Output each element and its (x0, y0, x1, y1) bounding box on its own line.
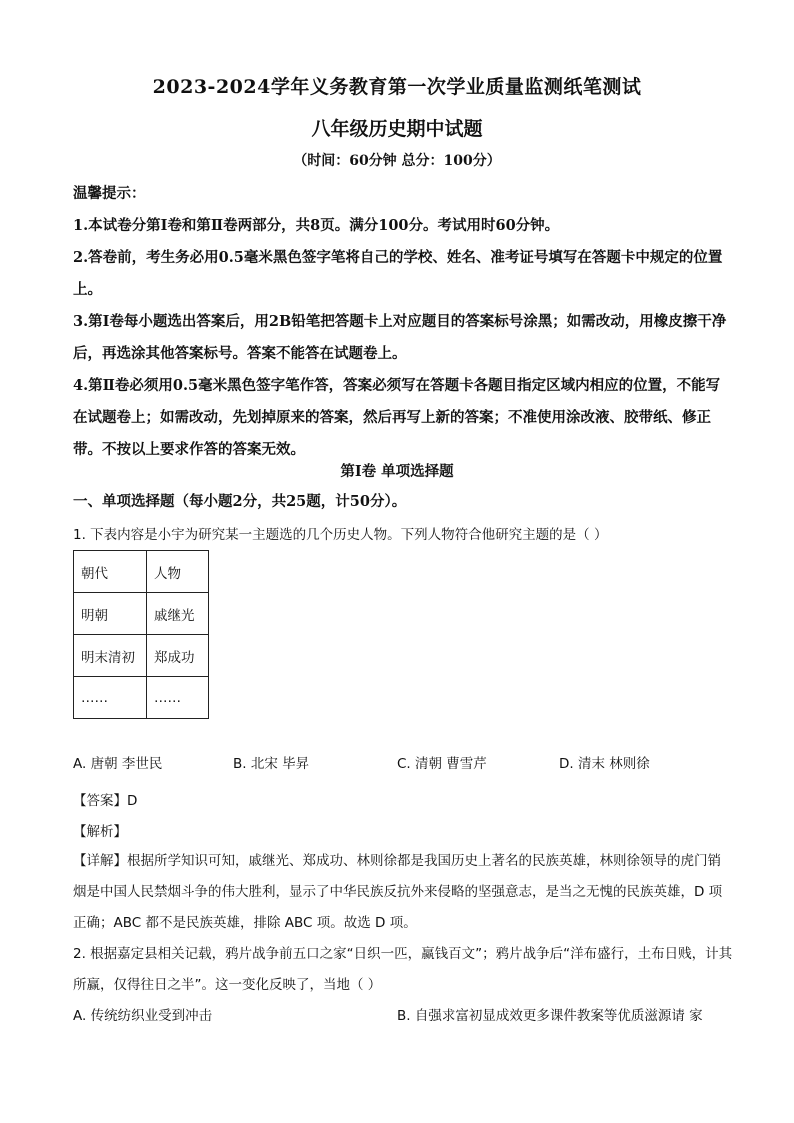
option-a[interactable]: A. 唐朝 李世民 (73, 756, 163, 772)
table-cell: …… (74, 677, 147, 719)
part-title: 一、单项选择题（每小题2分，共25题，计50分）。 (73, 493, 407, 510)
option-a[interactable]: A. 传统纺织业受到冲击 (73, 1008, 213, 1024)
tip-item: 2.答卷前，考生务必用0.5毫米黑色签字笔将自己的学校、姓名、准考证号填写在答题卡中规定的位置上。 (73, 249, 723, 298)
exam-time-info: （时间：60分钟 总分：100分） (293, 153, 501, 169)
analysis-label: 【解析】 (73, 824, 127, 840)
table-cell: 朝代 (74, 551, 147, 593)
section-title: 第Ⅰ卷 单项选择题 (340, 463, 454, 480)
table-cell: 人物 (147, 551, 209, 593)
option-c[interactable]: C. 清朝 曹雪芹 (397, 756, 487, 772)
option-b[interactable]: B. 北宋 毕昇 (233, 756, 310, 772)
table-row (74, 551, 209, 593)
option-b[interactable]: B. 自强求富初显成效更多课件教案等优质滋源请 家 (397, 1008, 703, 1024)
question-1-stem: 1. 下表内容是小宇为研究某一主题选的几个历史人物。下列人物符合他研究主题的是（ ） (73, 527, 608, 543)
tip-item: 4.第Ⅱ卷必须用0.5毫米黑色签字笔作答，答案必须写在答题卡各题目指定区域内相应的位置，不能写在试题卷上；如需改动，先划掉原来的答案，然后再写上新的答案；不准使用涂改液、胶带纸、修正带。不按以上要求作答的答案无效。 (73, 377, 721, 458)
table-cell: …… (147, 677, 209, 719)
table-row (74, 593, 209, 635)
tip-item: 3.第Ⅰ卷每小题选出答案后，用2B铅笔把答题卡上对应题目的答案标号涂黑；如需改动，用橡皮擦干净后，再选涂其他答案标号。答案不能答在试题卷上。 (73, 313, 727, 362)
question-2-stem: 2. 根据嘉定县相关记载，鸦片战争前五口之家“日织一匹，赢钱百文”；鸦片战争后“洋布盛行，土布日贱，计其所赢，仅得往日之半”。这一变化反映了，当地（ ） (73, 946, 733, 993)
question-1-table (73, 550, 209, 719)
table-cell: 明朝 (74, 593, 147, 635)
tips-heading: 温馨提示： (73, 185, 146, 202)
table-row (74, 677, 209, 719)
table-row (74, 635, 209, 677)
answer-label: 【答案】D (73, 793, 138, 809)
table-cell: 戚继光 (147, 593, 209, 635)
answer-detail: 【详解】根据所学知识可知，戚继光、郑成功、林则徐都是我国历史上著名的民族英雄，林则徐领导的虎门销烟是中国人民禁烟斗争的伟大胜利，显示了中华民族反抗外来侵略的坚强意志，是当之无愧的民族英雄，D 项正确；ABC 都不是民族英雄，排除 ABC 项。故选 D 项。 (73, 853, 723, 931)
table-cell: 明末清初 (74, 635, 147, 677)
option-d[interactable]: D. 清末 林则徐 (559, 756, 650, 772)
table-cell: 郑成功 (147, 635, 209, 677)
exam-title: 2023-2024学年义务教育第一次学业质量监测纸笔测试 (152, 76, 642, 98)
tip-item: 1.本试卷分第Ⅰ卷和第Ⅱ卷两部分，共8页。满分100分。考试用时60分钟。 (73, 217, 560, 234)
exam-subject-title: 八年级历史期中试题 (311, 118, 483, 140)
